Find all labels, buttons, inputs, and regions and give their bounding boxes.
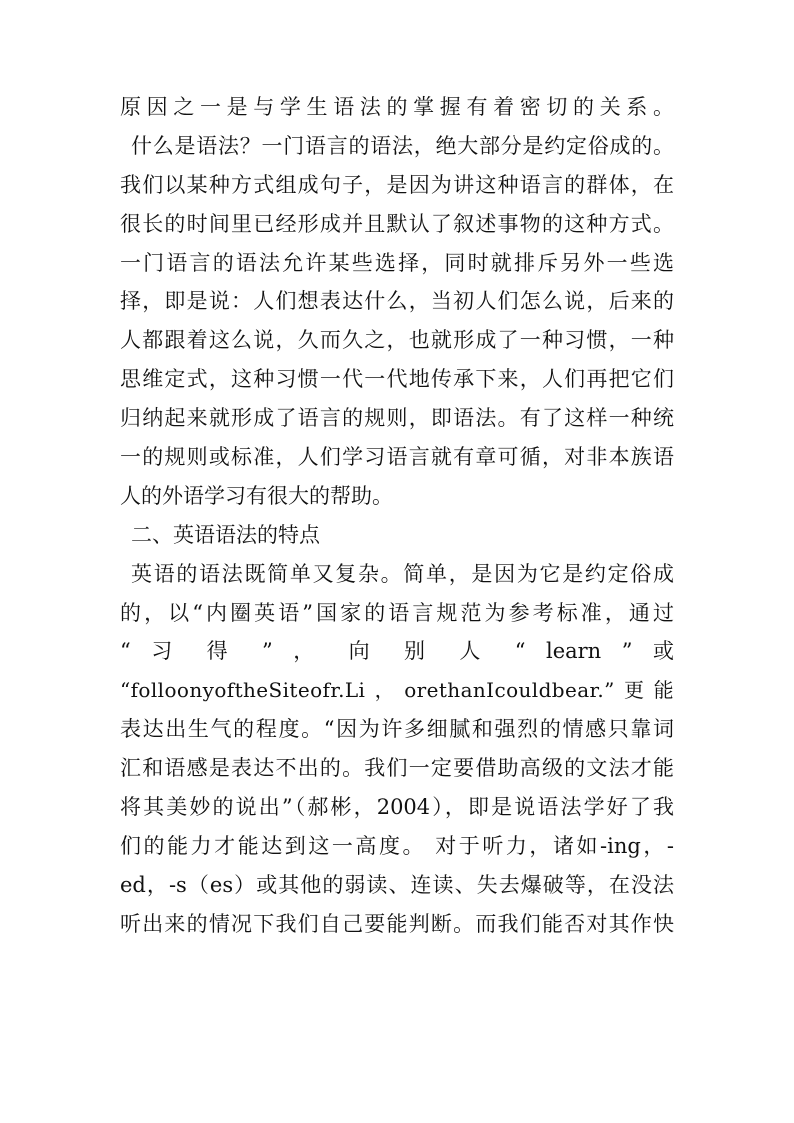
text-line: 的，以“内圈英语”国家的语言规范为参考标准，通过 bbox=[120, 600, 674, 625]
text-line: 们的能力才能达到这一高度。 对于听力，诸如-ing，- bbox=[120, 833, 674, 858]
text-line: 表达出生气的程度。“因为许多细腻和强烈的情感只靠词 bbox=[120, 717, 674, 742]
text-line: 我们以某种方式组成句子，是因为讲这种语言的群体，在 bbox=[120, 172, 674, 197]
text-line: “folloonyoftheSiteofr.Li，orethanIcouldbear.”更能 bbox=[120, 678, 674, 703]
paragraph-end-line: 人的外语学习有很大的帮助。 bbox=[120, 483, 393, 508]
section-heading: 二、英语语法的特点 bbox=[131, 522, 320, 547]
body-text bbox=[120, 88, 674, 944]
paragraph-start-line: 英语的语法既简单又复杂。简单，是因为它是约定俗成 bbox=[131, 561, 674, 586]
text-line: 思维定式，这种习惯一代一代地传承下来，人们再把它们 bbox=[120, 367, 674, 392]
text-line: 原因之一是与学生语法的掌握有着密切的关系。 bbox=[120, 95, 674, 119]
text-line: 一的规则或标准，人们学习语言就有章可循，对非本族语 bbox=[120, 445, 674, 470]
text-line: 将其美妙的说出”（郝彬，2004），即是说语法学好了我 bbox=[120, 795, 674, 820]
text-line: 很长的时间里已经形成并且默认了叙述事物的这种方式。 bbox=[120, 211, 674, 236]
text-line: ed，-s（es）或其他的弱读、连读、失去爆破等，在没法 bbox=[120, 872, 674, 897]
text-line: 一门语言的语法允许某些选择，同时就排斥另外一些选 bbox=[120, 250, 674, 275]
text-line: 汇和语感是表达不出的。我们一定要借助高级的文法才能 bbox=[120, 756, 674, 781]
text-line: 归纳起来就形成了语言的规则，即语法。有了这样一种统 bbox=[120, 406, 674, 431]
text-line: 择，即是说：人们想表达什么，当初人们怎么说，后来的 bbox=[120, 289, 674, 314]
text-line: 人都跟着这么说，久而久之，也就形成了一种习惯，一种 bbox=[120, 328, 674, 353]
text-line: “ 习 得 ” ， 向 别 人 “ learn ” 或 bbox=[120, 639, 674, 664]
text-line: 听出来的情况下我们自己要能判断。而我们能否对其作快 bbox=[120, 911, 674, 936]
paragraph-start-line: 什么是语法？一门语言的语法，绝大部分是约定俗成的。 bbox=[131, 133, 674, 158]
